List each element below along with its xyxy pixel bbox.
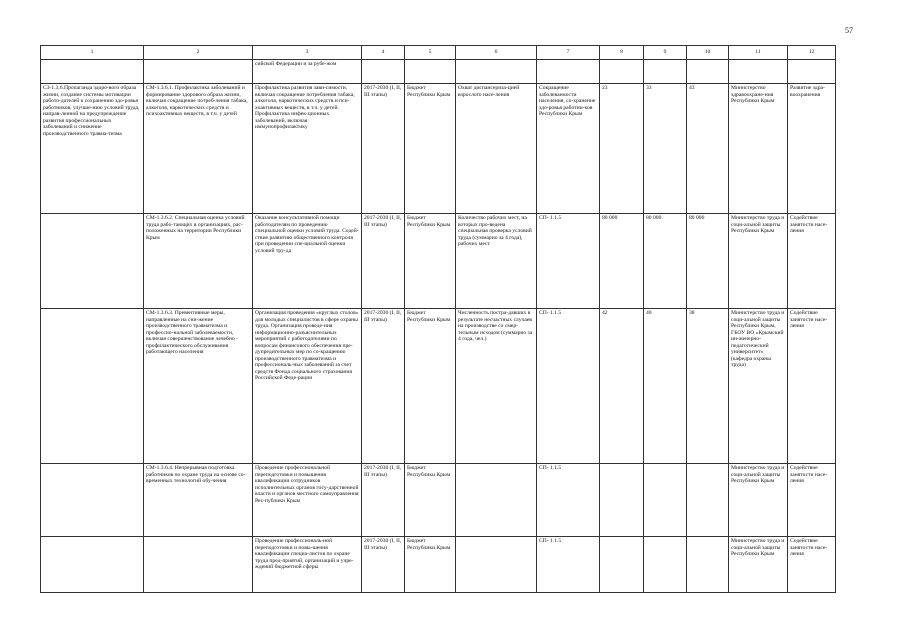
column-number: 10 [687,46,729,60]
table-cell: СМ-1.3.6.2. Специальная оценка условий труда рабо-тающих в организациях, рас-положенных на территории Республики Крым [144,214,253,309]
table-cell: Численность постра-давших в результате несчастных случаев на производстве со смер-тельным исходом (суммарно за 4 года, чел.) [456,309,537,464]
table-cell [41,464,144,537]
table-cell: СП- 1.1.5 [537,537,600,593]
table-row [41,309,836,464]
table-cell [600,464,644,537]
table-cell [144,60,253,84]
table-cell: Развитие здра-воохранения [788,84,836,214]
table-cell [405,60,456,84]
table-row [41,60,836,84]
table-cell: 80 000 [644,214,687,309]
table-cell: Содействие занятости насе-ления [788,309,836,464]
table-cell: Министерство труда и соци-альной защиты Республики Крым, ГБОУ ВО «Крымский ин-женерно-педагогический университет» (кафедра охраны труда) [729,309,788,464]
table-cell: Профилактика развития зави-симости, включая сокращение потребления табака, алкоголя, наркотических средств и пси-хоактивных веществ, в т.ч. у детей. Профилактика инфек-ционных заболеваний, включая иммунопрофилактику [253,84,362,214]
table-cell: СП- 1.1.5 [537,214,600,309]
column-number: 9 [644,46,687,60]
table-cell: Министерство здравоохране-ния Республики Крым [729,84,788,214]
table-cell: Содействие занятости насе-ления [788,537,836,593]
table-cell [456,60,537,84]
table-cell: Охват диспансериза-цией взрослого насе-ления [456,84,537,214]
table-cell: СП- 1.1.5 [537,309,600,464]
table-cell: Министерство труда и соци-альной защиты Республики Крым [729,537,788,593]
table-cell: Бюджет Республики Крым [405,464,456,537]
table-cell [144,537,253,593]
table-cell: Бюджет Республики Крым [405,309,456,464]
table-cell [687,537,729,593]
column-number-row [41,46,836,60]
column-number: 2 [144,46,253,60]
table-cell: Бюджет Республики Крым [405,84,456,214]
table-cell: Оказание консультативной помощи работодателям по проведению специальной оценки условий труда. Содей-ствие развитию общественного контроля при проведении спе-циальной оценки условий тру-да [253,214,362,309]
column-number: 5 [405,46,456,60]
table-cell [644,60,687,84]
table-cell [456,464,537,537]
table-cell: 33 [644,84,687,214]
table-cell [41,214,144,309]
table-cell: Организация проведения «круглых столов» для молодых специалистов в сфере охраны труда. Организация проведе-ния информационно-разъяснительных мероприятий с работодателями по вопросам финансового обеспечения пре-дупредительных мер по со-кращению производственного травматизма и профессиональ-ных заболеваний за счет средств Фонда социального страхования Российской Феде-рации [253,309,362,464]
table-cell [687,464,729,537]
table-cell: Проведение профессиональ-ной переподготовки и повы-шения квалификации специа-листов по охране труда пред-приятий, организаций и учре-ждений бюджетной сферы [253,537,362,593]
table-cell: Содействие занятости насе-ления [788,214,836,309]
table-row [41,537,836,593]
table-cell [687,60,729,84]
table-cell: Содействие занятости насе-ления [788,464,836,537]
table-cell: 80 000 [600,214,644,309]
table-cell: 80 000 [687,214,729,309]
table-cell [729,60,788,84]
table-cell: Сокращение заболеваемости населения, со-хранение здо-ровья работни-ков Республики Крым [537,84,600,214]
table-cell [600,60,644,84]
table-cell: СМ-1.3.6.4. Непрерывная подготовка работников по охране труда на основе со-временных технологий обу-чения [144,464,253,537]
table-cell: 2017-2030 (I, II, III этапы) [362,464,405,537]
table-cell [788,60,836,84]
table-cell [456,537,537,593]
column-number: 7 [537,46,600,60]
table-cell: СП- 1.1.5 [537,464,600,537]
table-cell: 2017-2030 (I, II, III этапы) [362,537,405,593]
page-number: 57 [845,26,853,35]
table-cell [362,60,405,84]
table-cell: 43 [687,84,729,214]
table-cell [644,464,687,537]
table-cell: 23 [600,84,644,214]
table-cell [41,537,144,593]
table-row [41,214,836,309]
column-number: 11 [729,46,788,60]
table-row [41,464,836,537]
column-number: 12 [788,46,836,60]
table-cell [600,537,644,593]
table-cell: 42 [600,309,644,464]
table-cell: 38 [687,309,729,464]
table-cell [537,60,600,84]
table-row [41,84,836,214]
table-cell: 40 [644,309,687,464]
table-cell: Количество рабочих мест, на которых про-ведена специальная проверка условий труда (суммарно за 4 года), рабочих мест [456,214,537,309]
table-cell: сийской Федерации и за рубе-жом [253,60,362,84]
column-number: 3 [253,46,362,60]
table-cell [644,537,687,593]
table-cell: Министерство труда и соци-альной защиты Республики Крым [729,464,788,537]
table-cell: Проведение профессиональной переподготовки и повышения квалификации сотрудников исполнительных органов госу-дарственной власти и органов местного самоуправления Рес-публики Крым [253,464,362,537]
table-cell: Бюджет Республики Крым [405,537,456,593]
column-number: 1 [41,46,144,60]
table-cell: 2017-2030 (I, II, III этапы) [362,84,405,214]
column-number: 6 [456,46,537,60]
column-number: 4 [362,46,405,60]
table-cell [41,60,144,84]
table-cell [41,309,144,464]
table-cell: Министерство труда и соци-альной защиты Республики Крым [729,214,788,309]
table-cell: 2017-2030 (I, II, III этапы) [362,214,405,309]
column-number: 8 [600,46,644,60]
table-cell: СМ-1.3.6.3. Превентивные меры, направленные на сни-жение производственного травматизма и профессио-нальной заболеваемости, включая совершенствование лечебно - профилактического обслуживания работающего населения [144,309,253,464]
table-cell: 2017-2030 (I, II, III этапы) [362,309,405,464]
table-cell: СЗ-1.3.6.Пропаганда здоро-вого образа жизни, создание системы мотивации работо-дателей к сохранению здо-ровья работников, улучше-нию условий труда, направ-ленной на предупреждение развития профессиональных заболеваний и снижение производственного травма-тизма [41,84,144,214]
program-table [40,45,836,593]
table-cell: СМ-1.3.6.1. Профилактика заболеваний и формирование здорового образа жизни, включая сокращение потреб-ления табака, алкоголя, наркотических средств и психоактивных веществ, в т.ч. у детей [144,84,253,214]
table-cell: Бюджет Республики Крым [405,214,456,309]
